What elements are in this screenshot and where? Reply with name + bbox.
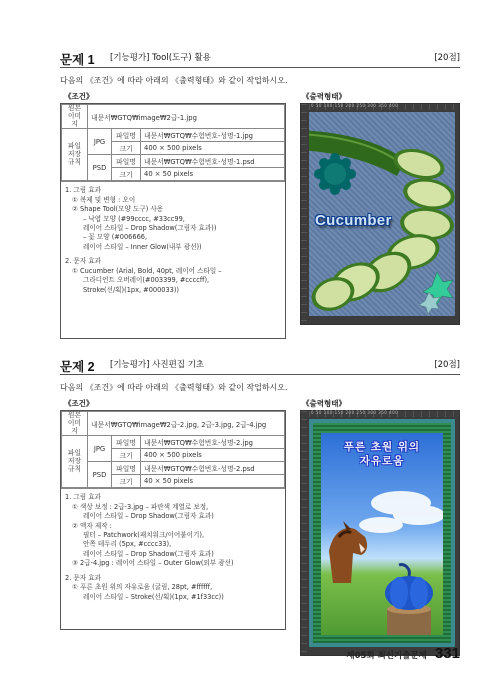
source-label	[62, 105, 88, 129]
source-path: 내문서₩GTQ₩image₩2급-2.jpg, 2급-3.jpg, 2급-4.jpg	[88, 412, 285, 436]
row-value: 내문서₩GTQ₩수험번호-성명-1.jpg	[141, 129, 285, 142]
effects-list	[61, 181, 285, 298]
problem-2	[60, 357, 460, 637]
cucumber-canvas	[309, 112, 455, 316]
effect-line: Stroke(선/획)(1px, #000033))	[83, 285, 180, 294]
problem-tag: [기능평가] Tool(도구) 활용	[110, 53, 211, 63]
header-divider	[60, 374, 460, 375]
problem-1-header	[60, 50, 460, 66]
file-spec-table	[61, 104, 285, 181]
effect-line: – 꽃 모양 (#006666,	[83, 233, 148, 242]
format-psd: PSD	[88, 155, 112, 181]
row-value: 400 × 500 pixels	[141, 449, 285, 462]
row-value: 내문서₩GTQ₩수험번호-성명-2.jpg	[141, 436, 285, 449]
row-value: 내문서₩GTQ₩수험번호-성명-2.psd	[141, 462, 285, 475]
effect-line: ① 색상 보정 : 2급-3.jpg – 파란색 계열로 보정,	[72, 502, 209, 511]
problem-tag: [기능평가] 사진편집 기초	[110, 360, 205, 370]
row-key: 크기	[112, 142, 141, 155]
problem-2-header	[60, 357, 460, 373]
source-row	[62, 105, 285, 129]
row-key: 파일명	[112, 462, 141, 475]
row-value: 내문서₩GTQ₩수험번호-성명-1.psd	[141, 155, 285, 168]
problem-1	[60, 50, 460, 340]
table-row	[62, 462, 285, 475]
effect-line: ③ 2급-4.jpg : 레이어 스타일 – Outer Glow(외부 광선)	[72, 559, 234, 568]
source-label-text: 원본 이미지	[67, 104, 82, 128]
format-psd: PSD	[88, 462, 112, 488]
problem-instruction: 다음의 《조건》에 따라 아래의 《출력형태》와 같이 작업하시오.	[60, 383, 288, 392]
title-line-2: 자유로움	[359, 455, 405, 467]
page-number: 331	[434, 645, 460, 662]
effect-line: ① 복제 및 변형 : 오이	[72, 195, 136, 204]
problem-instruction: 다음의 《조건》에 따라 아래의 《출력형태》와 같이 작업하시오.	[60, 76, 288, 85]
effect-line: 레이어 스타일 – Drop Shadow(그림자 효과)	[83, 512, 214, 521]
row-key: 크기	[112, 475, 141, 488]
row-key: 파일명	[112, 436, 141, 449]
row-value: 40 × 50 pixels	[141, 475, 285, 488]
output-label: 《출력형태》	[302, 92, 346, 101]
page-footer	[346, 643, 460, 662]
effect-line: ① 푸른 초원 위의 자유로움 (굴림, 28pt, #ffffff,	[72, 583, 213, 592]
problem-score: [20점]	[434, 53, 460, 63]
title-line-1: 푸른 초원 위의	[343, 441, 421, 453]
problem-number: 문제 1	[60, 53, 95, 67]
effect-line: 안쪽 테두리 (5px, #cccc33),	[83, 540, 172, 549]
blue-pumpkin	[385, 565, 433, 610]
problem-score: [20점]	[434, 360, 460, 370]
effect-line: 필터 – Patchwork(패치워크/이어붙이기),	[83, 531, 205, 540]
cucumber-text: Cucumber	[315, 212, 392, 229]
row-key: 크기	[112, 449, 141, 462]
ruler-numbers: 0 50 100 150 200 250 300 350 400	[311, 103, 399, 108]
text-effects-title: 2. 문자 효과	[65, 573, 101, 582]
ruler-numbers: 0 50 100 150 200 250 300 350 400	[311, 410, 399, 415]
header-divider	[60, 67, 460, 68]
text-effects-title: 2. 문자 효과	[65, 257, 101, 266]
effect-line: 레이어 스타일 – Inner Glow(내부 광선))	[83, 242, 202, 251]
effect-line: – 낙엽 모양 (#99cccc, #33cc99,	[83, 214, 185, 223]
source-path: 내문서₩GTQ₩image₩2급-1.jpg	[88, 105, 285, 129]
format-jpg: JPG	[88, 436, 112, 462]
save-rules-label	[62, 129, 88, 181]
effect-line: ② 액자 제작 :	[72, 521, 112, 530]
effects-list	[61, 488, 285, 605]
clouds	[359, 491, 443, 533]
effect-line: 레이어 스타일 – Drop Shadow(그림자 효과))	[83, 224, 217, 233]
effect-line: 레이어 스타일 – Drop Shadow(그림자 효과)	[83, 549, 214, 558]
row-value: 40 × 50 pixels	[141, 168, 285, 181]
source-row	[62, 412, 285, 436]
problem-number: 문제 2	[60, 360, 95, 374]
photoshop-canvas-frame	[300, 410, 460, 656]
conditions-box	[60, 103, 286, 339]
horse	[329, 521, 367, 583]
table-row	[62, 129, 285, 142]
row-key: 크기	[112, 168, 141, 181]
effect-line: ② Shape Tool(모양 도구) 사용	[72, 205, 164, 214]
format-jpg: JPG	[88, 129, 112, 155]
conditions-label: 《조건》	[64, 92, 94, 101]
row-key: 파일명	[112, 129, 141, 142]
output-label: 《출력형태》	[302, 399, 346, 408]
table-row	[62, 436, 285, 449]
photoshop-canvas-frame	[300, 103, 460, 325]
meadow-canvas	[309, 419, 455, 647]
conditions-label: 《조건》	[64, 399, 94, 408]
meadow-photo	[321, 433, 443, 635]
save-rules-label	[62, 436, 88, 488]
effect-line: 레이어 스타일 – Stroke(선/획)(1px, #1f33cc))	[83, 592, 224, 601]
flower-shape	[314, 153, 356, 195]
file-spec-table	[61, 411, 285, 488]
save-rules-text: 파일 저장 규칙	[67, 142, 82, 166]
source-label	[62, 412, 88, 436]
conditions-box	[60, 410, 286, 630]
ruler-left	[301, 411, 307, 655]
save-rules-text: 파일 저장 규칙	[67, 449, 82, 473]
row-value: 400 × 500 pixels	[141, 142, 285, 155]
ruler-left	[301, 104, 307, 324]
source-label-text: 원본 이미지	[67, 411, 82, 435]
image-effects-title: 1. 그림 효과	[65, 186, 101, 195]
image-effects-title: 1. 그림 효과	[65, 493, 101, 502]
footer-section-title: 제05회 최신기출문제	[346, 651, 427, 661]
effect-line: 그라디언트 오버레이(#003399, #ccccff),	[83, 276, 210, 285]
table-row	[62, 155, 285, 168]
row-key: 파일명	[112, 155, 141, 168]
effect-line: ① Cucumber (Arial, Bold, 40pt, 레이어 스타일 –	[72, 266, 222, 275]
